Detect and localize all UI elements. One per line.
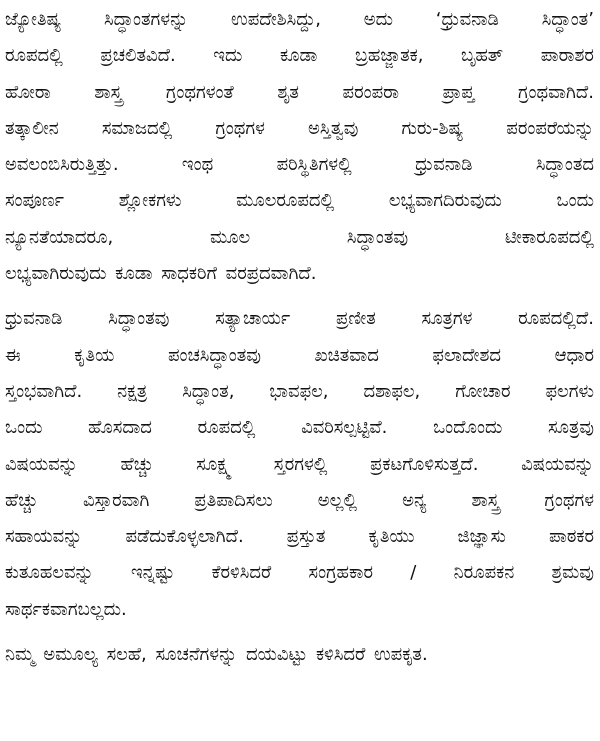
word: ವಿಷಯವನ್ನು	[521, 453, 594, 475]
word: ಆಧಾರ	[554, 344, 594, 366]
word: ಸಿದ್ಧಾಂತ,	[182, 380, 235, 402]
text-line	[5, 483, 594, 519]
word: ಹೊಸದಾದ	[88, 417, 152, 439]
word: ಸಿದ್ಧಾಂತ’	[541, 9, 594, 30]
word: ಗ್ರಂಥಗಳ	[544, 489, 594, 511]
word: ಮೂಲರೂಪದಲ್ಲಿ	[236, 190, 335, 212]
word: ಪ್ರತಿಪಾದಿಸಲು	[194, 489, 273, 511]
word: ರೂಪದಲ್ಲಿ	[5, 45, 63, 67]
word: ಜಿಜ್ಞಾಸು	[457, 526, 506, 548]
word: ಇದು	[213, 45, 243, 67]
word: /	[410, 562, 417, 584]
text-line	[5, 447, 594, 483]
word: ಪ್ರಾಪ್ತ	[442, 81, 475, 103]
word: ಸಿದ್ಧಾಂತಗಳನ್ನು	[104, 9, 189, 30]
text-line	[5, 637, 594, 673]
word: ಪಾಠಕರ	[548, 526, 594, 548]
word: ನಕ್ಷತ್ರ	[117, 380, 148, 402]
text-line	[5, 147, 594, 183]
word: ಗ್ರಂಥಗಳ	[215, 117, 265, 139]
word: ಫಲಗಳು	[545, 380, 594, 402]
word: ಪ್ರಣೀತ	[335, 308, 376, 330]
word: ಶ್ಲೋಕಗಳು	[118, 190, 182, 212]
word: ಸಹಾಯವನ್ನು	[5, 526, 83, 548]
word: ಪಾರಾಶರ	[540, 45, 594, 67]
word: ಶಾಸ್ತ್ರ	[471, 489, 500, 511]
word: ಕೆರಳಿಸಿದರೆ	[211, 562, 272, 584]
text-line	[5, 2, 594, 38]
word: ಇನ್ನಷ್ಟು	[130, 562, 175, 584]
word: ಇಂಥ	[181, 154, 214, 176]
word: ಒಂದು	[556, 190, 594, 212]
text-line	[5, 555, 594, 591]
text-line	[5, 38, 594, 74]
word: ಹೆಚ್ಚು	[120, 453, 154, 475]
word: ಸಮಾಜದಲ್ಲಿ	[101, 117, 173, 139]
word: ಧ್ರುವನಾಡಿ	[415, 154, 473, 176]
word: ಮೂಲ	[209, 226, 251, 248]
word: ಪ್ರಕಟಗೊಳಿಸುತ್ತದೆ.	[370, 453, 479, 475]
word: ಸೂತ್ರವು	[547, 417, 594, 439]
text-line-content: ನಿಮ್ಮ ಅಮೂಲ್ಯ ಸಲಹೆ, ಸೂಚನೆಗಳನ್ನು ದಯವಿಟ್ಟು ಕಳಿಸಿದರೆ ಉಪಕೃತ.	[5, 644, 428, 666]
word: ಬ್ರಹಜ್ಜಾತಕ,	[354, 45, 424, 67]
word: ಪ್ರಚಲಿತವಿದೆ.	[100, 45, 176, 67]
word: ಒಂದೊಂದು	[433, 417, 503, 439]
word: ಪ್ರಸ್ತುತ	[286, 526, 326, 548]
text-line	[5, 301, 594, 337]
word: ಧ್ರುವನಾಡಿ	[5, 308, 63, 330]
word: ಹೋರಾ	[5, 81, 51, 103]
word: ನಿರೂಪಕನ	[453, 562, 515, 584]
word: ಪಂಚಸಿದ್ಧಾಂತವು	[167, 344, 261, 366]
word: ಸ್ತರಗಳಲ್ಲಿ	[273, 453, 328, 475]
word: ಸಿದ್ಧಾಂತವು	[346, 226, 409, 248]
word: ರೂಪದಲ್ಲಿದೆ.	[518, 308, 594, 330]
word: ಸ್ತಂಭವಾಗಿದೆ.	[5, 380, 83, 402]
word: ಈ	[5, 344, 21, 366]
word: ಗೋಚಾರ	[455, 380, 511, 402]
word: ವಿಷಯವನ್ನು	[5, 453, 78, 475]
word: ಹೆಚ್ಚು	[5, 489, 38, 511]
text-line	[5, 256, 594, 292]
word: ಗ್ರಂಥವಾಗಿದೆ.	[518, 81, 594, 103]
word: ಪರಿಸ್ಥಿತಿಗಳಲ್ಲಿ	[276, 154, 352, 176]
word: ಸಂಪೂರ್ಣ	[5, 190, 65, 212]
word: ಗುರು-ಶಿಷ್ಯ	[401, 117, 464, 139]
word: ಅವಲಂಬಿಸಿರುತ್ತಿತ್ತು.	[5, 154, 119, 176]
word: ‘ಧ್ರುವನಾಡಿ	[435, 9, 499, 30]
word: ಶಾಸ್ತ್ರ	[94, 81, 123, 103]
word: ಪರಂಪರಾ	[342, 81, 399, 103]
word: ವಿವರಿಸಲ್ಪಟ್ಟಿವೆ.	[301, 417, 388, 439]
document-body	[5, 2, 594, 673]
word: ಪಡೆದುಕೊಳ್ಳಲಾಗಿದೆ.	[125, 526, 244, 548]
text-line	[5, 410, 594, 446]
word: ಸಿದ್ಧಾಂತವು	[108, 308, 170, 330]
text-line	[5, 519, 594, 555]
word: ಸಂಗ್ರಹಕಾರ	[308, 562, 373, 584]
word: ಪರಂಪರೆಯನ್ನು	[506, 117, 594, 139]
word: ರೂಪದಲ್ಲಿ	[197, 417, 256, 439]
word: ವಿಸ್ತಾರವಾಗಿ	[83, 489, 150, 511]
word: ಶೃತ	[277, 81, 299, 103]
word: ಕೃತಿಯು	[368, 526, 415, 548]
word: ಖಚಿತವಾದ	[314, 344, 379, 366]
text-line	[5, 374, 594, 410]
word: ಟೀಕಾರೂಪದಲ್ಲಿ	[504, 226, 594, 248]
word: ಅದು	[363, 9, 393, 30]
text-line	[5, 220, 594, 256]
text-line	[5, 75, 594, 111]
word: ಸೂತ್ರಗಳ	[421, 308, 473, 330]
word: ಭಾವಫಲ,	[269, 380, 329, 402]
word: ಜ್ಯೋತಿಷ್ಯ	[5, 9, 62, 30]
word: ಗ್ರಂಥಗಳಂತೆ	[165, 81, 234, 103]
text-line	[5, 592, 594, 628]
word: ತತ್ಕಾಲೀನ	[5, 117, 59, 139]
word: ಸತ್ಯಾಚಾರ್ಯ	[215, 308, 291, 330]
word: ದಶಾಫಲ,	[363, 380, 421, 402]
word: ಅಸ್ತಿತ್ವವು	[307, 117, 359, 139]
word: ಒಂದು	[5, 417, 43, 439]
word: ಫಲಾದೇಶದ	[432, 344, 501, 366]
paragraph	[5, 637, 594, 673]
word: ಸಿದ್ಧಾಂತದ	[535, 154, 594, 176]
word: ಶ್ರಮವು	[551, 562, 594, 584]
word: ಕೃತಿಯ	[74, 344, 115, 366]
word: ಅಲ್ಲಲ್ಲಿ	[317, 489, 358, 511]
word: ಬೃಹತ್	[461, 45, 504, 67]
word: ಉಪದೇಶಿಸಿದ್ದು,	[231, 9, 321, 30]
word: ಸೂಕ್ಷ್ಮ	[196, 453, 232, 475]
text-line-content: ಸಾರ್ಥಕವಾಗಬಲ್ಲದು.	[5, 598, 127, 620]
word: ನ್ಯೂನತೆಯಾದರೂ,	[5, 226, 114, 248]
word: ಕುತೂಹಲವನ್ನು	[5, 562, 94, 584]
word: ಕೂಡಾ	[279, 45, 318, 67]
word: ಲಭ್ಯವಾಗದಿರುವುದು	[388, 190, 502, 212]
text-line	[5, 111, 594, 147]
text-line	[5, 183, 594, 219]
text-line-content: ಲಭ್ಯವಾಗಿರುವುದು ಕೂಡಾ ಸಾಧಕರಿಗೆ ವರಪ್ರದವಾಗಿದೆ.	[5, 263, 317, 285]
paragraph	[5, 301, 594, 628]
word: ಅನ್ಯ	[402, 489, 427, 511]
paragraph	[5, 2, 594, 292]
text-line	[5, 338, 594, 374]
